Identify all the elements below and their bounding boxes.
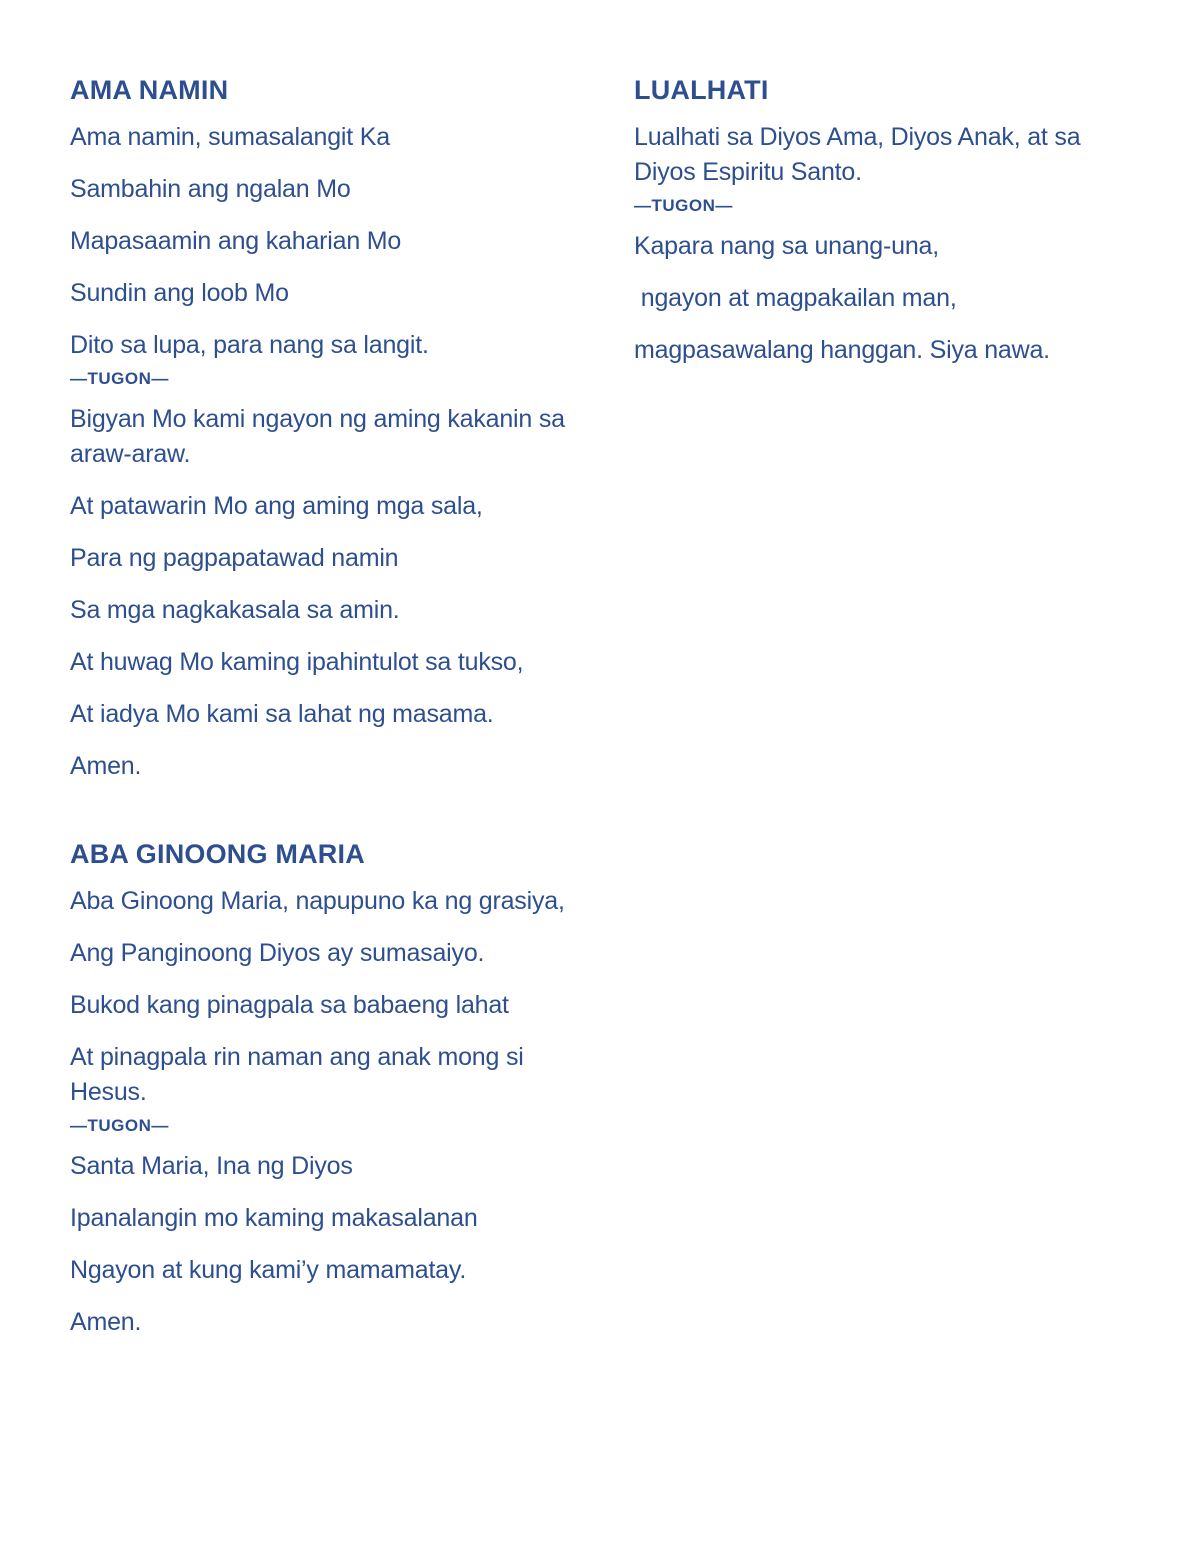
left-column — [70, 70, 570, 1357]
prayer-lualhati — [634, 70, 1134, 368]
prayer-line: Kapara nang sa unang-una, — [634, 232, 939, 260]
prayer-ama-namin — [70, 70, 570, 784]
prayer-line: Ngayon at kung kami’y mamamatay. — [70, 1256, 467, 1284]
prayer-line: magpasawalang hanggan. Siya nawa. — [634, 336, 1050, 364]
response-marker: —TUGON— — [634, 196, 733, 215]
prayer-title: LUALHATI — [634, 75, 769, 105]
right-column — [634, 70, 1134, 385]
prayer-title: ABA GINOONG MARIA — [70, 839, 365, 869]
prayer-line: Bukod kang pinagpala sa babaeng lahat — [70, 991, 509, 1019]
prayer-line: At iadya Mo kami sa lahat ng masama. — [70, 700, 494, 728]
prayer-line: Santa Maria, Ina ng Diyos — [70, 1152, 353, 1180]
prayer-line: Dito sa lupa, para nang sa langit. — [70, 331, 429, 359]
prayer-line: Ang Panginoong Diyos ay sumasaiyo. — [70, 939, 485, 967]
prayer-line: Aba Ginoong Maria, napupuno ka ng grasiya, — [70, 887, 565, 915]
prayer-title: AMA NAMIN — [70, 75, 229, 105]
prayer-line: Bigyan Mo kami ngayon ng aming kakanin sa araw-araw. — [70, 405, 565, 468]
prayer-line: ngayon at magpakailan man, — [634, 284, 957, 312]
response-marker: —TUGON— — [70, 369, 169, 388]
prayer-line: Sundin ang loob Mo — [70, 279, 289, 307]
prayer-aba-ginoong-maria — [70, 834, 570, 1340]
prayer-line: Mapasaamin ang kaharian Mo — [70, 227, 402, 255]
prayer-line: At patawarin Mo ang aming mga sala, — [70, 492, 483, 520]
prayer-line: At pinagpala rin naman ang anak mong si Hesus. — [70, 1043, 524, 1106]
prayer-line: Sa mga nagkakasala sa amin. — [70, 596, 400, 624]
prayer-line: Sambahin ang ngalan Mo — [70, 175, 351, 203]
prayer-line: At huwag Mo kaming ipahintulot sa tukso, — [70, 648, 524, 676]
prayer-line: Amen. — [70, 752, 142, 780]
prayer-line: Amen. — [70, 1308, 142, 1336]
response-marker: —TUGON— — [70, 1116, 169, 1135]
prayer-line: Ipanalangin mo kaming makasalanan — [70, 1204, 478, 1232]
prayer-line: Lualhati sa Diyos Ama, Diyos Anak, at sa Diyos Espiritu Santo. — [634, 123, 1081, 186]
prayer-line: Para ng pagpapatawad namin — [70, 544, 399, 572]
prayer-line: Ama namin, sumasalangit Ka — [70, 123, 390, 151]
